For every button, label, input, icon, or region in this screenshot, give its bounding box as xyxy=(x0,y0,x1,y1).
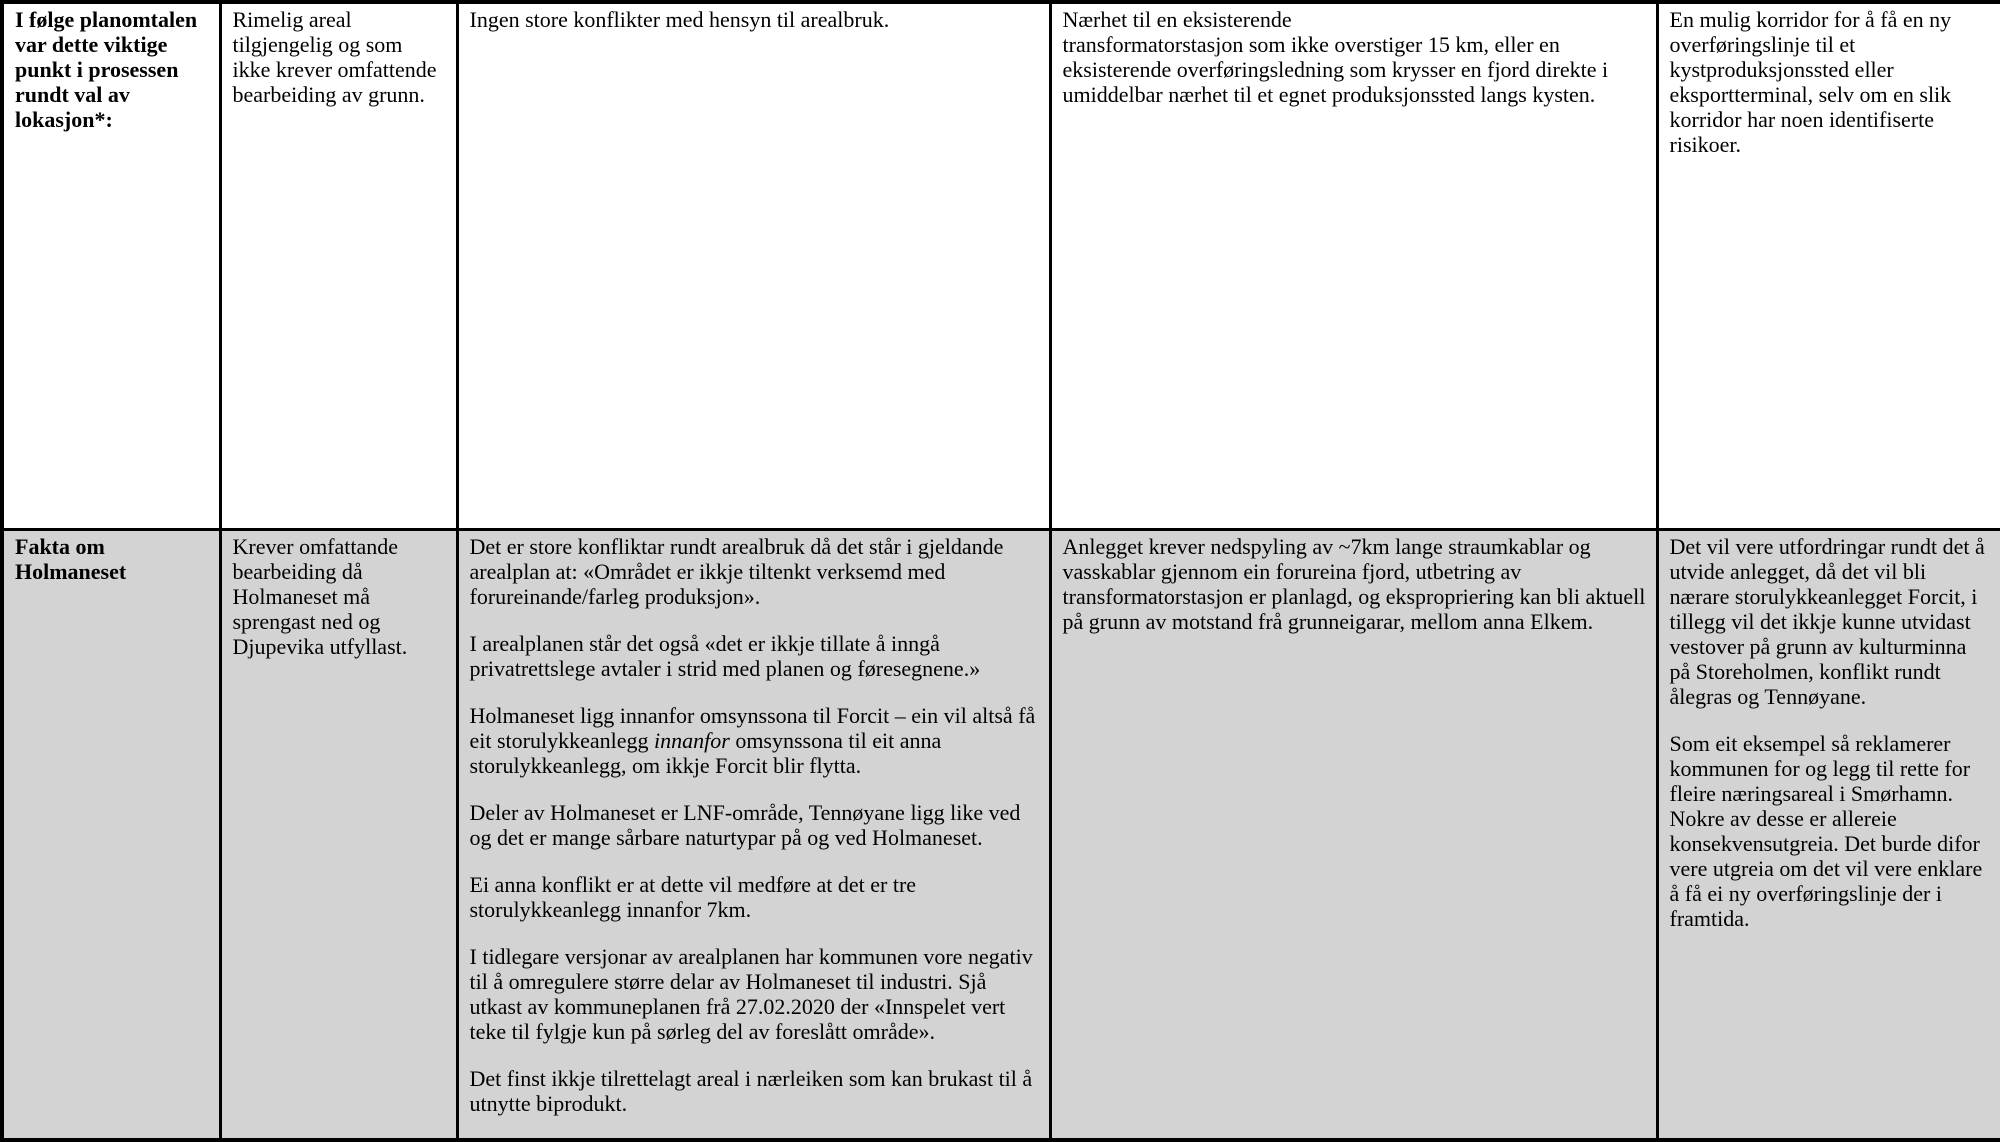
fakta-konflikt-cell xyxy=(457,529,1050,1140)
fakta-areal-cell xyxy=(220,529,457,1140)
criteria-row-label: I følge planomtalen var dette viktige punkt i prosessen rundt val av lokasjon*: xyxy=(15,7,198,132)
criteria-korridor-text: En mulig korridor for å få en ny overføringslinje til et kystproduksjonssted eller eksportterminal, selv om en slik korridor har noen identifiserte risikoer. xyxy=(1669,7,1952,157)
fakta-konflikt-p1: Det er store konfliktar rundt arealbruk då det står i gjeldande arealplan at: «Området er ikkje tiltenkt verksemd med forureinande/farleg produksjon». xyxy=(469,533,1004,609)
criteria-naerhet-line2: transformatorstasjon som ikke overstiger 15 km, eller en eksisterende overføringsledning som krysser en fjord direkte i umiddelbar nærhet til et egnet produksjonssted langs kysten. xyxy=(1062,32,1609,107)
criteria-konflikt-text: Ingen store konflikter med hensyn til arealbruk. xyxy=(469,7,890,32)
fakta-korridor-cell xyxy=(1657,529,2000,1140)
fakta-konflikt-p3-italic: innanfor xyxy=(654,727,730,753)
fakta-naerhet-text: Anlegget krever nedspyling av ~7km lange straumkablar og vasskablar gjennom ein forureina fjord, utbetring av transformatorstasjon er planlagd, og ekspropriering kan bli aktuell på grunn av motstand frå grunneigarar, mellom anna Elkem. xyxy=(1062,533,1646,634)
fakta-konflikt-p3 xyxy=(470,703,1039,778)
criteria-konflikt-cell xyxy=(457,2,1050,529)
fakta-konflikt-p7: Det finst ikkje tilrettelagt areal i nærleiken som kan brukast til å utnytte biprodukt. xyxy=(469,1065,1033,1116)
fakta-konflikt-p6: I tidlegare versjonar av arealplanen har kommunen vore negativ til å omregulere større delar av Holmaneset til industri. Sjå utkast av kommuneplanen frå 27.02.2020 der «Innspelet vert teke til fylgje kun på sørleg del av foreslått område». xyxy=(469,943,1033,1044)
fakta-konflikt-p5: Ei anna konflikt er at dette vil medføre at det er tre storulykkeanlegg innanfor 7km. xyxy=(469,871,917,922)
fakta-konflikt-p4: Deler av Holmaneset er LNF-område, Tennøyane ligg like ved og det er mange sårbare naturtypar på og ved Holmaneset. xyxy=(469,799,1021,850)
fakta-row-label: Fakta om Holmaneset xyxy=(15,533,127,584)
fakta-row xyxy=(2,529,2000,1140)
fakta-korridor-p1: Det vil vere utfordringar rundt det å utvide anlegget, då det vil bli nærare storulykkeanlegget Forcit, i tillegg vil det ikkje kunne utvidast vestover på grunn av kulturminna på Storeholmen, konflikt rundt ålegras og Tennøyane. xyxy=(1669,533,1985,709)
criteria-naerhet-line1: Nærhet til en eksisterende xyxy=(1062,7,1292,32)
criteria-naerhet-cell xyxy=(1050,2,1657,529)
fakta-konflikt-p2: I arealplanen står det også «det er ikkje tillate å inngå privatrettslege avtaler i strid med planen og føresegnene.» xyxy=(469,630,981,681)
criteria-korridor-cell xyxy=(1657,2,2000,529)
fakta-konflikt-p3-before: Holmaneset ligg innanfor omsynssona til Forcit – ein vil altså få eit storulykkeanlegg xyxy=(469,702,1036,753)
fakta-areal-text: Krever omfattande bearbeiding då Holmaneset må sprengast ned og Djupevika utfyllast. xyxy=(232,533,408,659)
criteria-row-label-cell xyxy=(2,2,220,529)
criteria-areal-cell xyxy=(220,2,457,529)
criteria-naerhet-text xyxy=(1063,7,1646,107)
fakta-row-label-cell xyxy=(2,529,220,1140)
fakta-konflikt-p3-after: omsynssona til eit anna storulykkeanlegg, om ikkje Forcit blir flytta. xyxy=(469,727,942,778)
fakta-naerhet-cell xyxy=(1050,529,1657,1140)
criteria-areal-text: Rimelig areal tilgjengelig og som ikke krever omfattende bearbeiding av grunn. xyxy=(232,7,437,107)
fakta-korridor-p2: Som eit eksempel så reklamerer kommunen for og legg til rette for fleire næringsareal i Smørhamn. Nokre av desse er allereie konsekvensutgreia. Det burde difor vere utgreia om det vil vere enklare å få ei ny overføringslinje der i framtida. xyxy=(1669,730,1983,931)
criteria-row xyxy=(2,2,2000,529)
